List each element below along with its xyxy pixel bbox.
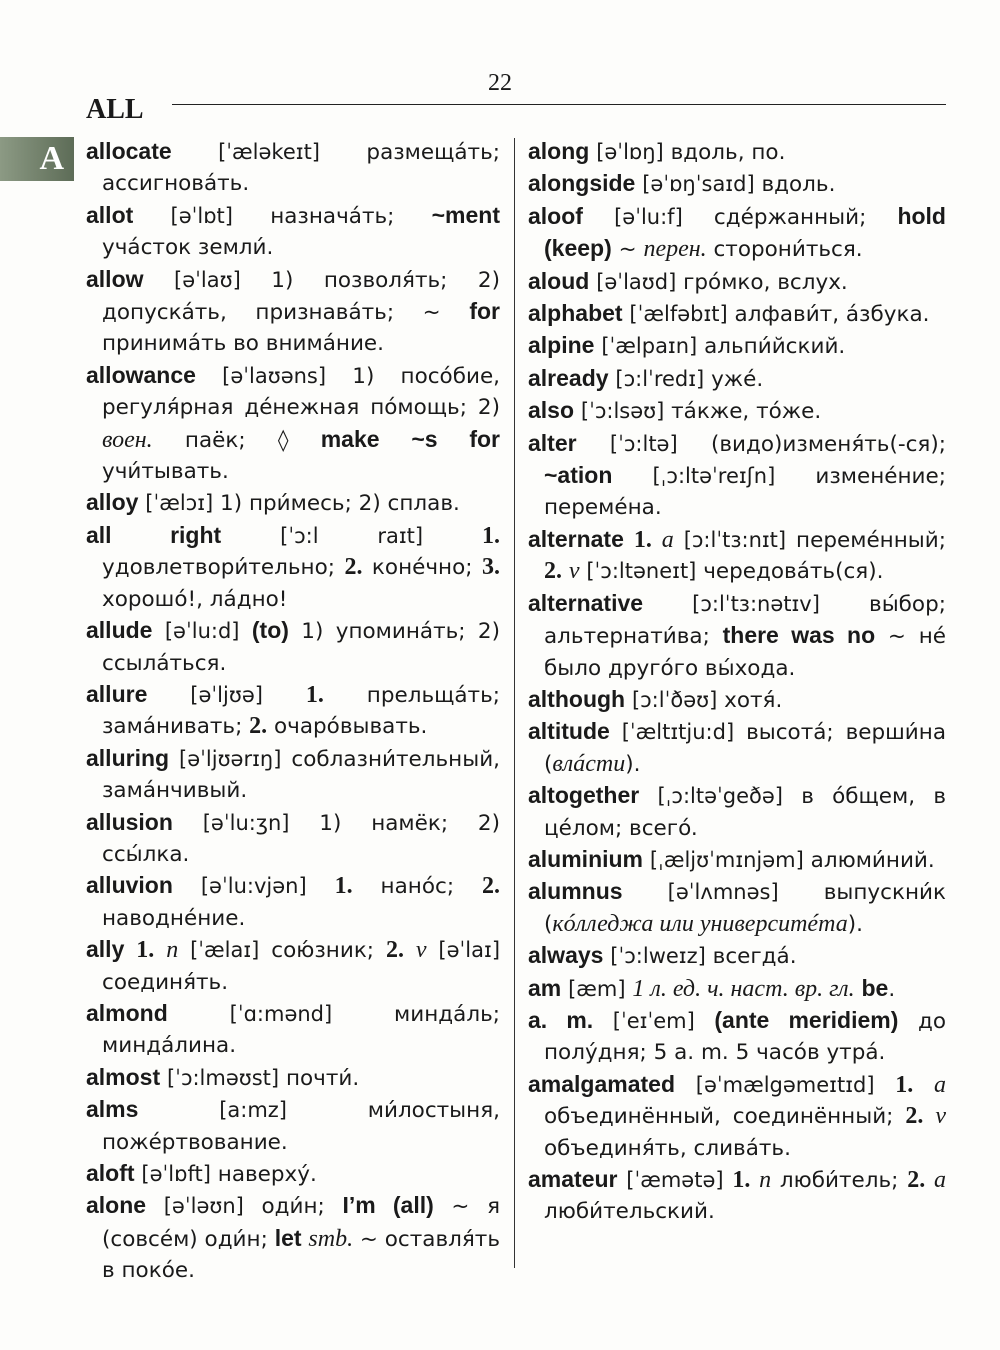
definition-text: учи́тывать. bbox=[102, 459, 229, 485]
dictionary-entry bbox=[528, 395, 946, 427]
definition-text bbox=[643, 848, 650, 873]
transcription: [ɔ:lˈredɪ] bbox=[615, 366, 705, 391]
definition-text bbox=[152, 619, 164, 644]
definition-text: ~ оставля́ть в покóе. bbox=[102, 1226, 500, 1284]
transcription: [ˈɔ:l raɪt] bbox=[280, 523, 424, 548]
definition-text bbox=[875, 1073, 896, 1098]
definition-text bbox=[240, 619, 252, 644]
definition-text: алюми́ний. bbox=[803, 847, 935, 873]
dictionary-entry bbox=[86, 520, 500, 615]
definition-text bbox=[675, 1073, 696, 1098]
sense-number: 2. bbox=[905, 1103, 924, 1130]
definition-text: ~ bbox=[611, 237, 644, 263]
dictionary-entry bbox=[528, 1164, 946, 1228]
definition-text bbox=[625, 688, 632, 713]
headword: alms bbox=[86, 1096, 139, 1123]
definition-text: объединённый, соединённый; bbox=[544, 1104, 906, 1130]
definition-text bbox=[172, 140, 218, 165]
headword: altogether bbox=[528, 782, 640, 809]
definition-text: размещáть; ассигновáть. bbox=[102, 140, 500, 197]
definition-text bbox=[583, 205, 614, 230]
definition-text: до полу́дня; 5 a. m. 5 часóв утрá. bbox=[544, 1008, 947, 1066]
dictionary-entry bbox=[86, 679, 500, 743]
headword: alphabet bbox=[528, 300, 623, 327]
grammar-label: v bbox=[415, 937, 427, 964]
bold-phrase: let bbox=[274, 1224, 302, 1251]
bold-phrase: ~ation bbox=[544, 462, 613, 489]
definition-text: вы́бор; альтернати́ва; bbox=[544, 591, 946, 650]
definition-text: высотá; верши́на ( bbox=[544, 720, 946, 777]
dictionary-entry bbox=[528, 168, 946, 200]
grammar-label: smb. bbox=[308, 1225, 354, 1252]
definition-text: вдоль, по. bbox=[663, 140, 786, 165]
definition-text: прельщáть; замáнивать; bbox=[102, 682, 500, 740]
dictionary-entry bbox=[86, 743, 500, 807]
bold-phrase: be bbox=[861, 974, 889, 1001]
dictionary-entry bbox=[528, 201, 946, 266]
definition-text bbox=[923, 1104, 935, 1129]
grammar-label: перен. bbox=[643, 236, 707, 263]
dictionary-entry bbox=[528, 876, 946, 940]
headword: alongside bbox=[528, 170, 636, 197]
definition-text bbox=[147, 683, 190, 708]
headword: alternative bbox=[528, 589, 644, 616]
bold-phrase: make ~s for bbox=[320, 425, 500, 452]
sense-number: 1. bbox=[334, 873, 353, 900]
headword: alternate bbox=[528, 525, 624, 552]
transcription: [ˈeɪˈem] bbox=[612, 1008, 695, 1033]
definition-text bbox=[168, 1002, 230, 1027]
dictionary-entry bbox=[528, 363, 946, 395]
headword: also bbox=[528, 397, 575, 424]
definition-text: тáкже, тóже. bbox=[664, 399, 822, 425]
transcription: [ˌɔ:ltəˈgeðə] bbox=[657, 784, 783, 809]
definition-text: чередовáть(ся). bbox=[696, 559, 884, 585]
definition-text bbox=[133, 204, 170, 229]
grammar-label: воен. bbox=[102, 426, 153, 453]
definition-text: хорошó!, лáдно! bbox=[102, 586, 288, 612]
transcription: [əˈlu:d] bbox=[164, 619, 240, 644]
grammar-label: a bbox=[933, 1167, 946, 1193]
transcription: [əˈləʊn] bbox=[163, 1194, 244, 1219]
transcription: [a:mz] bbox=[219, 1098, 287, 1123]
sense-number: 1. bbox=[895, 1071, 914, 1098]
grammar-label: кóлледжа или университéта bbox=[552, 910, 848, 937]
definition-text: люби́тельский. bbox=[544, 1199, 715, 1225]
dictionary-entry bbox=[86, 1190, 500, 1286]
sense-number: 2. bbox=[344, 554, 363, 581]
headword: allot bbox=[86, 201, 134, 228]
definition-text bbox=[169, 747, 179, 772]
bold-phrase: there was no bbox=[722, 622, 876, 649]
dictionary-entry bbox=[528, 780, 946, 844]
dictionary-entry bbox=[86, 1094, 500, 1158]
sense-number: 1. bbox=[732, 1167, 751, 1193]
transcription: [əˈlɒŋ] bbox=[596, 140, 664, 164]
transcription: [əˈlʌmnəs] bbox=[667, 880, 779, 905]
definition-text: вдоль. bbox=[754, 172, 836, 198]
transcription: [ˈæmətə] bbox=[626, 1168, 724, 1192]
definition-text: сторони́ться. bbox=[706, 237, 863, 263]
transcription: [əˈljʊə] bbox=[190, 682, 263, 707]
definition-text bbox=[639, 784, 657, 809]
sense-number: 2. bbox=[482, 873, 500, 900]
sense-number: 2. bbox=[249, 713, 268, 740]
transcription: [ˈæltɪtju:d] bbox=[621, 720, 735, 745]
headword: a. m. bbox=[528, 1006, 594, 1033]
definition-text bbox=[173, 811, 203, 836]
definition-text bbox=[652, 528, 662, 553]
dictionary-entry bbox=[86, 360, 500, 488]
dictionary-entry bbox=[86, 870, 500, 934]
definition-text: очарóвывать. bbox=[267, 714, 428, 740]
definition-text: нанóс; bbox=[352, 874, 482, 900]
dictionary-entry bbox=[86, 136, 500, 200]
headword: alloy bbox=[86, 489, 139, 516]
dictionary-column-right bbox=[528, 136, 946, 1228]
column-divider bbox=[514, 138, 515, 1268]
dictionary-entry bbox=[86, 487, 500, 519]
grammar-label: влáсти bbox=[552, 750, 626, 777]
transcription: [ˈɔ:ltə] bbox=[609, 431, 678, 456]
definition-text bbox=[160, 1066, 167, 1091]
sense-number: 1. bbox=[136, 937, 155, 964]
definition-text bbox=[146, 1194, 164, 1219]
headword: allude bbox=[86, 617, 153, 644]
dictionary-entry bbox=[528, 524, 946, 588]
definition-text bbox=[178, 938, 190, 963]
definition-text: наверху́. bbox=[210, 1162, 317, 1187]
definition-text: соединя́ть. bbox=[102, 969, 229, 995]
headword: aloud bbox=[528, 267, 590, 294]
definition-text: (видо)изменя́ть(-ся); bbox=[677, 431, 946, 457]
definition-text bbox=[173, 874, 201, 899]
transcription: [ˈɔ:ltəneɪt] bbox=[586, 559, 697, 584]
transcription: [əˈlaʊəns] bbox=[222, 363, 327, 388]
definition-text bbox=[674, 528, 684, 553]
definition-text: учáсток земли́. bbox=[102, 235, 274, 261]
transcription: [ˈælaɪ] bbox=[190, 938, 260, 963]
dictionary-entry bbox=[528, 266, 946, 298]
transcription: [əˈlaɪ] bbox=[438, 938, 501, 963]
definition-text: алфави́т, áзбука. bbox=[727, 302, 930, 328]
definition-text: сою́зник; bbox=[259, 938, 386, 964]
headword: aloof bbox=[528, 202, 583, 229]
headword: all right bbox=[86, 521, 222, 548]
definition-text: удовлетвори́тельно; bbox=[102, 555, 345, 581]
definition-text bbox=[307, 874, 335, 899]
transcription: [əˈmælgəmeɪtɪd] bbox=[695, 1072, 875, 1097]
definition-text bbox=[562, 559, 569, 584]
definition-text bbox=[138, 1098, 219, 1123]
transcription: [əˈɒŋˈsaɪd] bbox=[642, 172, 755, 197]
definition-text bbox=[263, 683, 306, 708]
transcription: [ˈælpaɪn] bbox=[601, 334, 698, 359]
letter-tab: A bbox=[0, 137, 74, 181]
transcription: [ˈɑ:mənd] bbox=[229, 1001, 333, 1026]
grammar-label: n bbox=[759, 1167, 772, 1193]
headword: already bbox=[528, 364, 609, 391]
dictionary-entry bbox=[86, 1062, 500, 1094]
definition-text: ). bbox=[847, 911, 863, 937]
headword: am bbox=[528, 974, 562, 1001]
definition-text: почти́. bbox=[279, 1065, 360, 1091]
transcription: [ɔ:lˈtɜ:nɪt] bbox=[683, 527, 787, 552]
transcription: [ˈɔ:lweɪz] bbox=[610, 944, 706, 969]
headword: altitude bbox=[528, 718, 610, 745]
sense-number: 1. bbox=[633, 526, 652, 553]
headword: allow bbox=[86, 265, 144, 292]
headword: although bbox=[528, 685, 626, 712]
transcription: [ˈælɔɪ] bbox=[145, 491, 214, 516]
definition-text: выпускни́к ( bbox=[544, 880, 946, 937]
definition-text: назначáть; bbox=[232, 203, 432, 229]
definition-text: паёк; ◊ bbox=[152, 427, 321, 453]
headword: allocate bbox=[86, 138, 172, 164]
dictionary-entry bbox=[528, 588, 946, 684]
definition-text: грóмко, вслух. bbox=[676, 269, 848, 295]
definition-text: альпи́йский. bbox=[697, 334, 846, 360]
definition-text bbox=[154, 938, 166, 963]
sense-number: 1. bbox=[482, 522, 501, 549]
page-number: 22 bbox=[488, 70, 512, 96]
dictionary-entry bbox=[86, 934, 500, 998]
sense-number: 2. bbox=[907, 1167, 926, 1193]
bold-phrase: ~ment bbox=[431, 201, 500, 228]
headword: alumnus bbox=[528, 878, 623, 905]
definition-text bbox=[144, 268, 175, 293]
transcription: [əˈlu:f] bbox=[614, 204, 683, 229]
definition-text: ~ нé было другóго вы́хода. bbox=[544, 624, 947, 681]
definition-text: хотя́. bbox=[717, 687, 783, 713]
definition-text: 1) посóбие, регуля́рная дéнежная пóмощь; 2) bbox=[102, 363, 501, 421]
headword: alter bbox=[528, 429, 577, 456]
transcription: [əˈlu:ʒn] bbox=[202, 810, 290, 835]
definition-text: 1) позволя́ть; 2) допускáть, признавáть; ~ bbox=[102, 267, 500, 326]
headword: allowance bbox=[86, 361, 196, 388]
dictionary-entry bbox=[528, 298, 946, 330]
headword: alluvion bbox=[86, 872, 173, 899]
headword: almond bbox=[86, 999, 168, 1026]
bold-phrase: for bbox=[469, 298, 500, 325]
definition-text: . bbox=[888, 976, 896, 1002]
bold-phrase: (ante meridiem) bbox=[714, 1006, 899, 1033]
headword: always bbox=[528, 942, 604, 969]
definition-text bbox=[695, 1009, 715, 1034]
bold-phrase: I’m (all) bbox=[342, 1192, 434, 1219]
definition-text: в óбщем, в цéлом; всегó. bbox=[544, 784, 946, 841]
dictionary-entry bbox=[528, 1069, 946, 1164]
transcription: [ˈælfəbɪt] bbox=[629, 302, 728, 327]
definition-text: ми́лостыня, пожéртвование. bbox=[102, 1098, 500, 1155]
definition-text: оди́н; bbox=[243, 1194, 343, 1220]
dictionary-entry bbox=[528, 428, 946, 524]
headword: alluring bbox=[86, 744, 170, 771]
definition-text: минда́ль; минда́лина. bbox=[102, 1001, 500, 1059]
headword: along bbox=[528, 138, 590, 164]
sense-number: 2. bbox=[385, 937, 404, 964]
headword: alpine bbox=[528, 332, 595, 359]
definition-text: сдéржанный; bbox=[682, 204, 898, 230]
transcription: [ˌɔ:ltəˈreɪʃn] bbox=[652, 464, 776, 489]
dictionary-entry bbox=[528, 136, 946, 168]
grammar-label: a bbox=[934, 1071, 947, 1098]
definition-text bbox=[404, 938, 416, 963]
dictionary-entry bbox=[528, 716, 946, 780]
definition-text bbox=[593, 1009, 613, 1034]
definition-text: конéчно; bbox=[362, 555, 482, 581]
definition-text bbox=[124, 938, 136, 963]
headword: allure bbox=[86, 680, 148, 707]
definition-text bbox=[221, 524, 280, 549]
definition-text bbox=[643, 592, 692, 617]
transcription: [ˈɔ:lməʊst] bbox=[166, 1065, 280, 1090]
definition-text bbox=[427, 938, 439, 963]
transcription: [əˈljʊərɪŋ] bbox=[179, 746, 282, 771]
headword: amateur bbox=[528, 1166, 618, 1192]
dictionary-entry bbox=[86, 807, 500, 871]
dictionary-entry bbox=[528, 1005, 946, 1069]
dictionary-entry bbox=[528, 684, 946, 716]
transcription: [ˌæljʊˈmɪnjəm] bbox=[649, 847, 804, 872]
dictionary-entry bbox=[86, 998, 500, 1062]
definition-text bbox=[617, 1168, 626, 1193]
grammar-label: v bbox=[935, 1103, 946, 1130]
dictionary-entry bbox=[86, 615, 500, 679]
definition-text bbox=[612, 464, 652, 489]
definition-text: соблазни́тельный, замáнчивый. bbox=[102, 746, 500, 804]
definition-text: 1) упоминáть; 2) ссылáться. bbox=[102, 619, 500, 676]
definition-text bbox=[577, 432, 610, 457]
grammar-label: n bbox=[166, 937, 179, 964]
definition-text: объединя́ть, сливáть. bbox=[544, 1135, 791, 1161]
grammar-label: v bbox=[568, 558, 580, 585]
dictionary-entry bbox=[86, 264, 500, 360]
definition-text: ). bbox=[625, 751, 641, 777]
dictionary-column-left bbox=[86, 136, 500, 1287]
header-rule bbox=[172, 104, 946, 105]
definition-text bbox=[574, 399, 581, 424]
transcription: [ˈæləkeɪt] bbox=[218, 140, 320, 164]
headword: aluminium bbox=[528, 845, 644, 872]
definition-text: наводнéние. bbox=[102, 905, 246, 931]
grammar-label: 1 л. ед. ч. наст. вр. гл. bbox=[632, 975, 855, 1002]
transcription: [æm] bbox=[568, 976, 626, 1001]
definition-text bbox=[750, 1168, 759, 1193]
guide-word: ALL bbox=[86, 94, 144, 125]
definition-text: ужé. bbox=[704, 366, 764, 392]
transcription: [əˈlaʊd] bbox=[596, 269, 677, 294]
definition-text: 1) намёк; 2) ссы́лка. bbox=[102, 810, 500, 867]
definition-text bbox=[913, 1073, 934, 1098]
transcription: [ɔ:lˈtɜ:nətɪv] bbox=[692, 591, 820, 616]
transcription: [əˈlu:vjən] bbox=[200, 874, 307, 899]
sense-number: 1. bbox=[305, 681, 324, 708]
transcription: [əˈlaʊ] bbox=[174, 267, 241, 292]
dictionary-entry bbox=[86, 200, 500, 264]
definition-text: люби́тель; bbox=[771, 1168, 908, 1193]
headword: almost bbox=[86, 1063, 161, 1090]
bold-phrase: (to) bbox=[251, 617, 289, 644]
definition-text: принимáть во внимáние. bbox=[102, 331, 384, 357]
definition-text: перемéнный; bbox=[786, 527, 946, 553]
sense-number: 2. bbox=[544, 558, 562, 585]
definition-text bbox=[423, 524, 482, 549]
headword: aloft bbox=[86, 1160, 135, 1186]
bold-phrase: hold (keep) bbox=[544, 202, 946, 262]
headword: amalgamated bbox=[528, 1070, 676, 1097]
dictionary-entry bbox=[528, 973, 946, 1005]
definition-text: ~ я (совсéм) оди́н; bbox=[102, 1194, 500, 1252]
definition-text: всегдá. bbox=[705, 944, 797, 970]
definition-text bbox=[196, 364, 222, 389]
dictionary-entry bbox=[528, 844, 946, 876]
headword: ally bbox=[86, 936, 125, 963]
headword: alone bbox=[86, 1192, 147, 1219]
definition-text: 1) при́месь; 2) сплав. bbox=[213, 491, 460, 517]
grammar-label: a bbox=[661, 526, 674, 553]
transcription: [əˈlɒft] bbox=[141, 1162, 211, 1186]
headword: allusion bbox=[86, 808, 173, 835]
definition-text bbox=[925, 1168, 934, 1193]
definition-text: изменéние; перемéна. bbox=[544, 464, 946, 521]
transcription: [ˈɔ:lsəʊ] bbox=[580, 399, 665, 424]
sense-number: 3. bbox=[482, 554, 500, 581]
definition-text bbox=[610, 720, 622, 745]
dictionary-entry bbox=[86, 1158, 500, 1190]
transcription: [ɔ:lˈðəʊ] bbox=[631, 687, 718, 712]
transcription: [əˈlɒt] bbox=[170, 203, 233, 228]
definition-text bbox=[623, 880, 668, 905]
definition-text bbox=[624, 528, 634, 553]
dictionary-entry bbox=[528, 330, 946, 362]
dictionary-entry bbox=[528, 940, 946, 972]
